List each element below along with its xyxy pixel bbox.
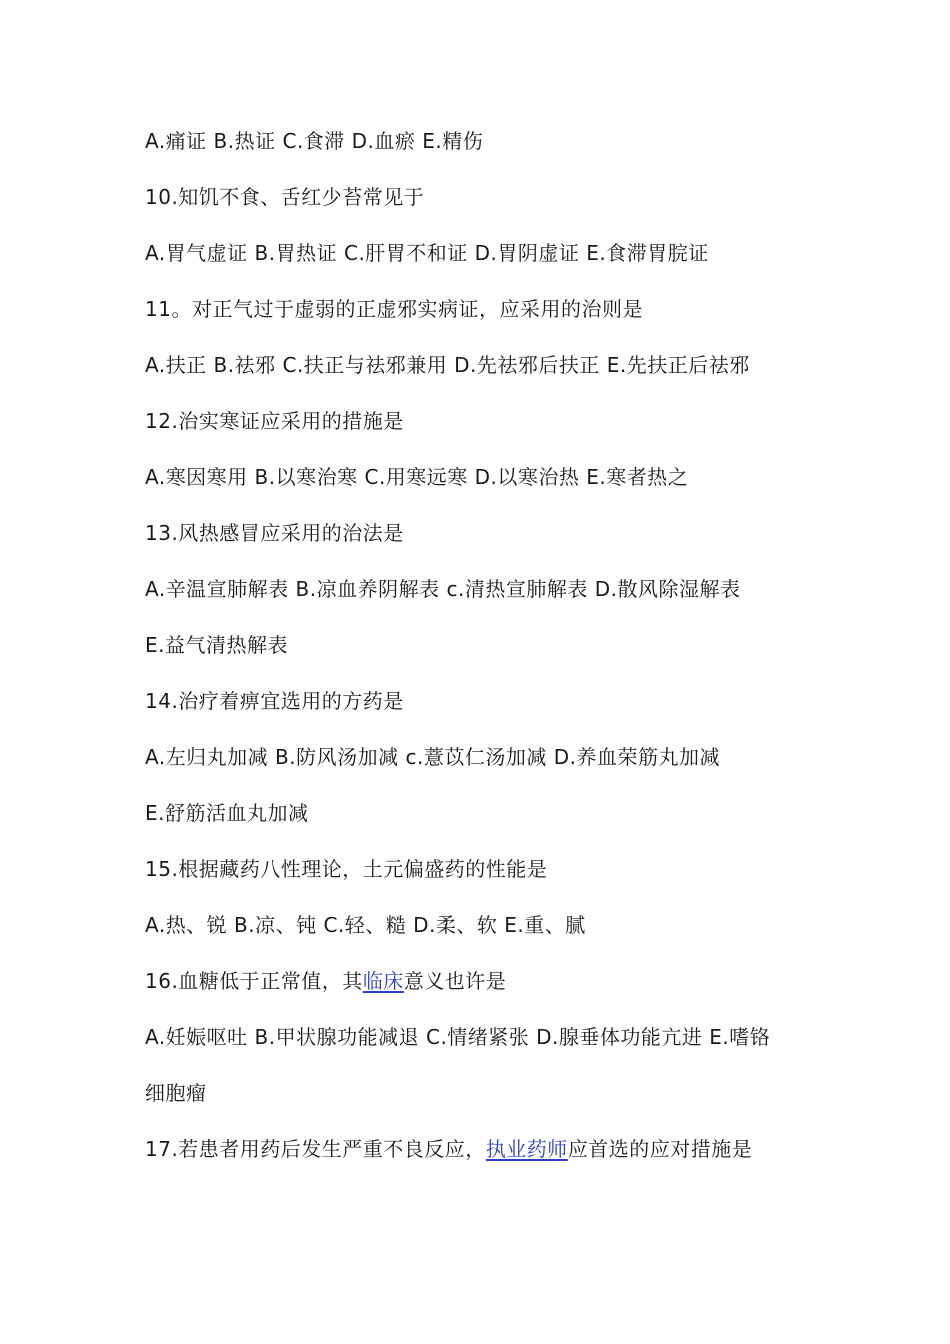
q14-options: A.左归丸加减 B.防风汤加减 c.薏苡仁汤加减 D.养血荣筋丸加减 [145,745,720,769]
q16-stem-after: 意义也许是 [403,969,507,993]
q17-stem [145,1136,845,1162]
q16-options-cont: 细胞瘤 [145,1081,207,1105]
q13-stem: 13.风热感冒应采用的治法是 [145,521,404,545]
q13-options-cont: E.益气清热解表 [145,633,288,657]
q9-options: A.痛证 B.热证 C.食滞 D.血瘀 E.精伤 [145,129,484,153]
document-body [145,128,845,1192]
q15-stem: 15.根据藏药八性理论，土元偏盛药的性能是 [145,857,548,881]
q15-options: A.热、锐 B.凉、钝 C.轻、糙 D.柔、软 E.重、腻 [145,913,586,937]
q13-options: A.辛温宣肺解表 B.凉血养阴解表 c.清热宣肺解表 D.散风除湿解表 [145,577,741,601]
q10-options: A.胃气虚证 B.胃热证 C.肝胃不和证 D.胃阴虚证 E.食滞胃脘证 [145,241,709,265]
q16-stem [145,968,845,994]
q11-options: A.扶正 B.祛邪 C.扶正与祛邪兼用 D.先祛邪后扶正 E.先扶正后祛邪 [145,353,750,377]
q12-stem: 12.治实寒证应采用的措施是 [145,409,404,433]
link-clinical[interactable]: 临床 [362,969,404,993]
q10-stem: 10.知饥不食、舌红少苔常见于 [145,185,425,209]
q14-stem: 14.治疗着痹宜选用的方药是 [145,689,404,713]
q16-options: A.妊娠呕吐 B.甲状腺功能减退 C.情绪紧张 D.腺垂体功能亢进 E.嗜铬 [145,1025,771,1049]
q16-stem-before: 16.血糖低于正常值，其 [145,969,363,993]
q12-options: A.寒因寒用 B.以寒治寒 C.用寒远寒 D.以寒治热 E.寒者热之 [145,465,689,489]
q14-options-cont: E.舒筋活血丸加减 [145,801,309,825]
q11-stem: 11。对正气过于虚弱的正虚邪实病证，应采用的治则是 [145,297,643,321]
link-licensed-pharmacist[interactable]: 执业药师 [485,1137,568,1161]
q17-stem-after: 应首选的应对措施是 [567,1137,753,1161]
q17-stem-before: 17.若患者用药后发生严重不良反应， [145,1137,486,1161]
